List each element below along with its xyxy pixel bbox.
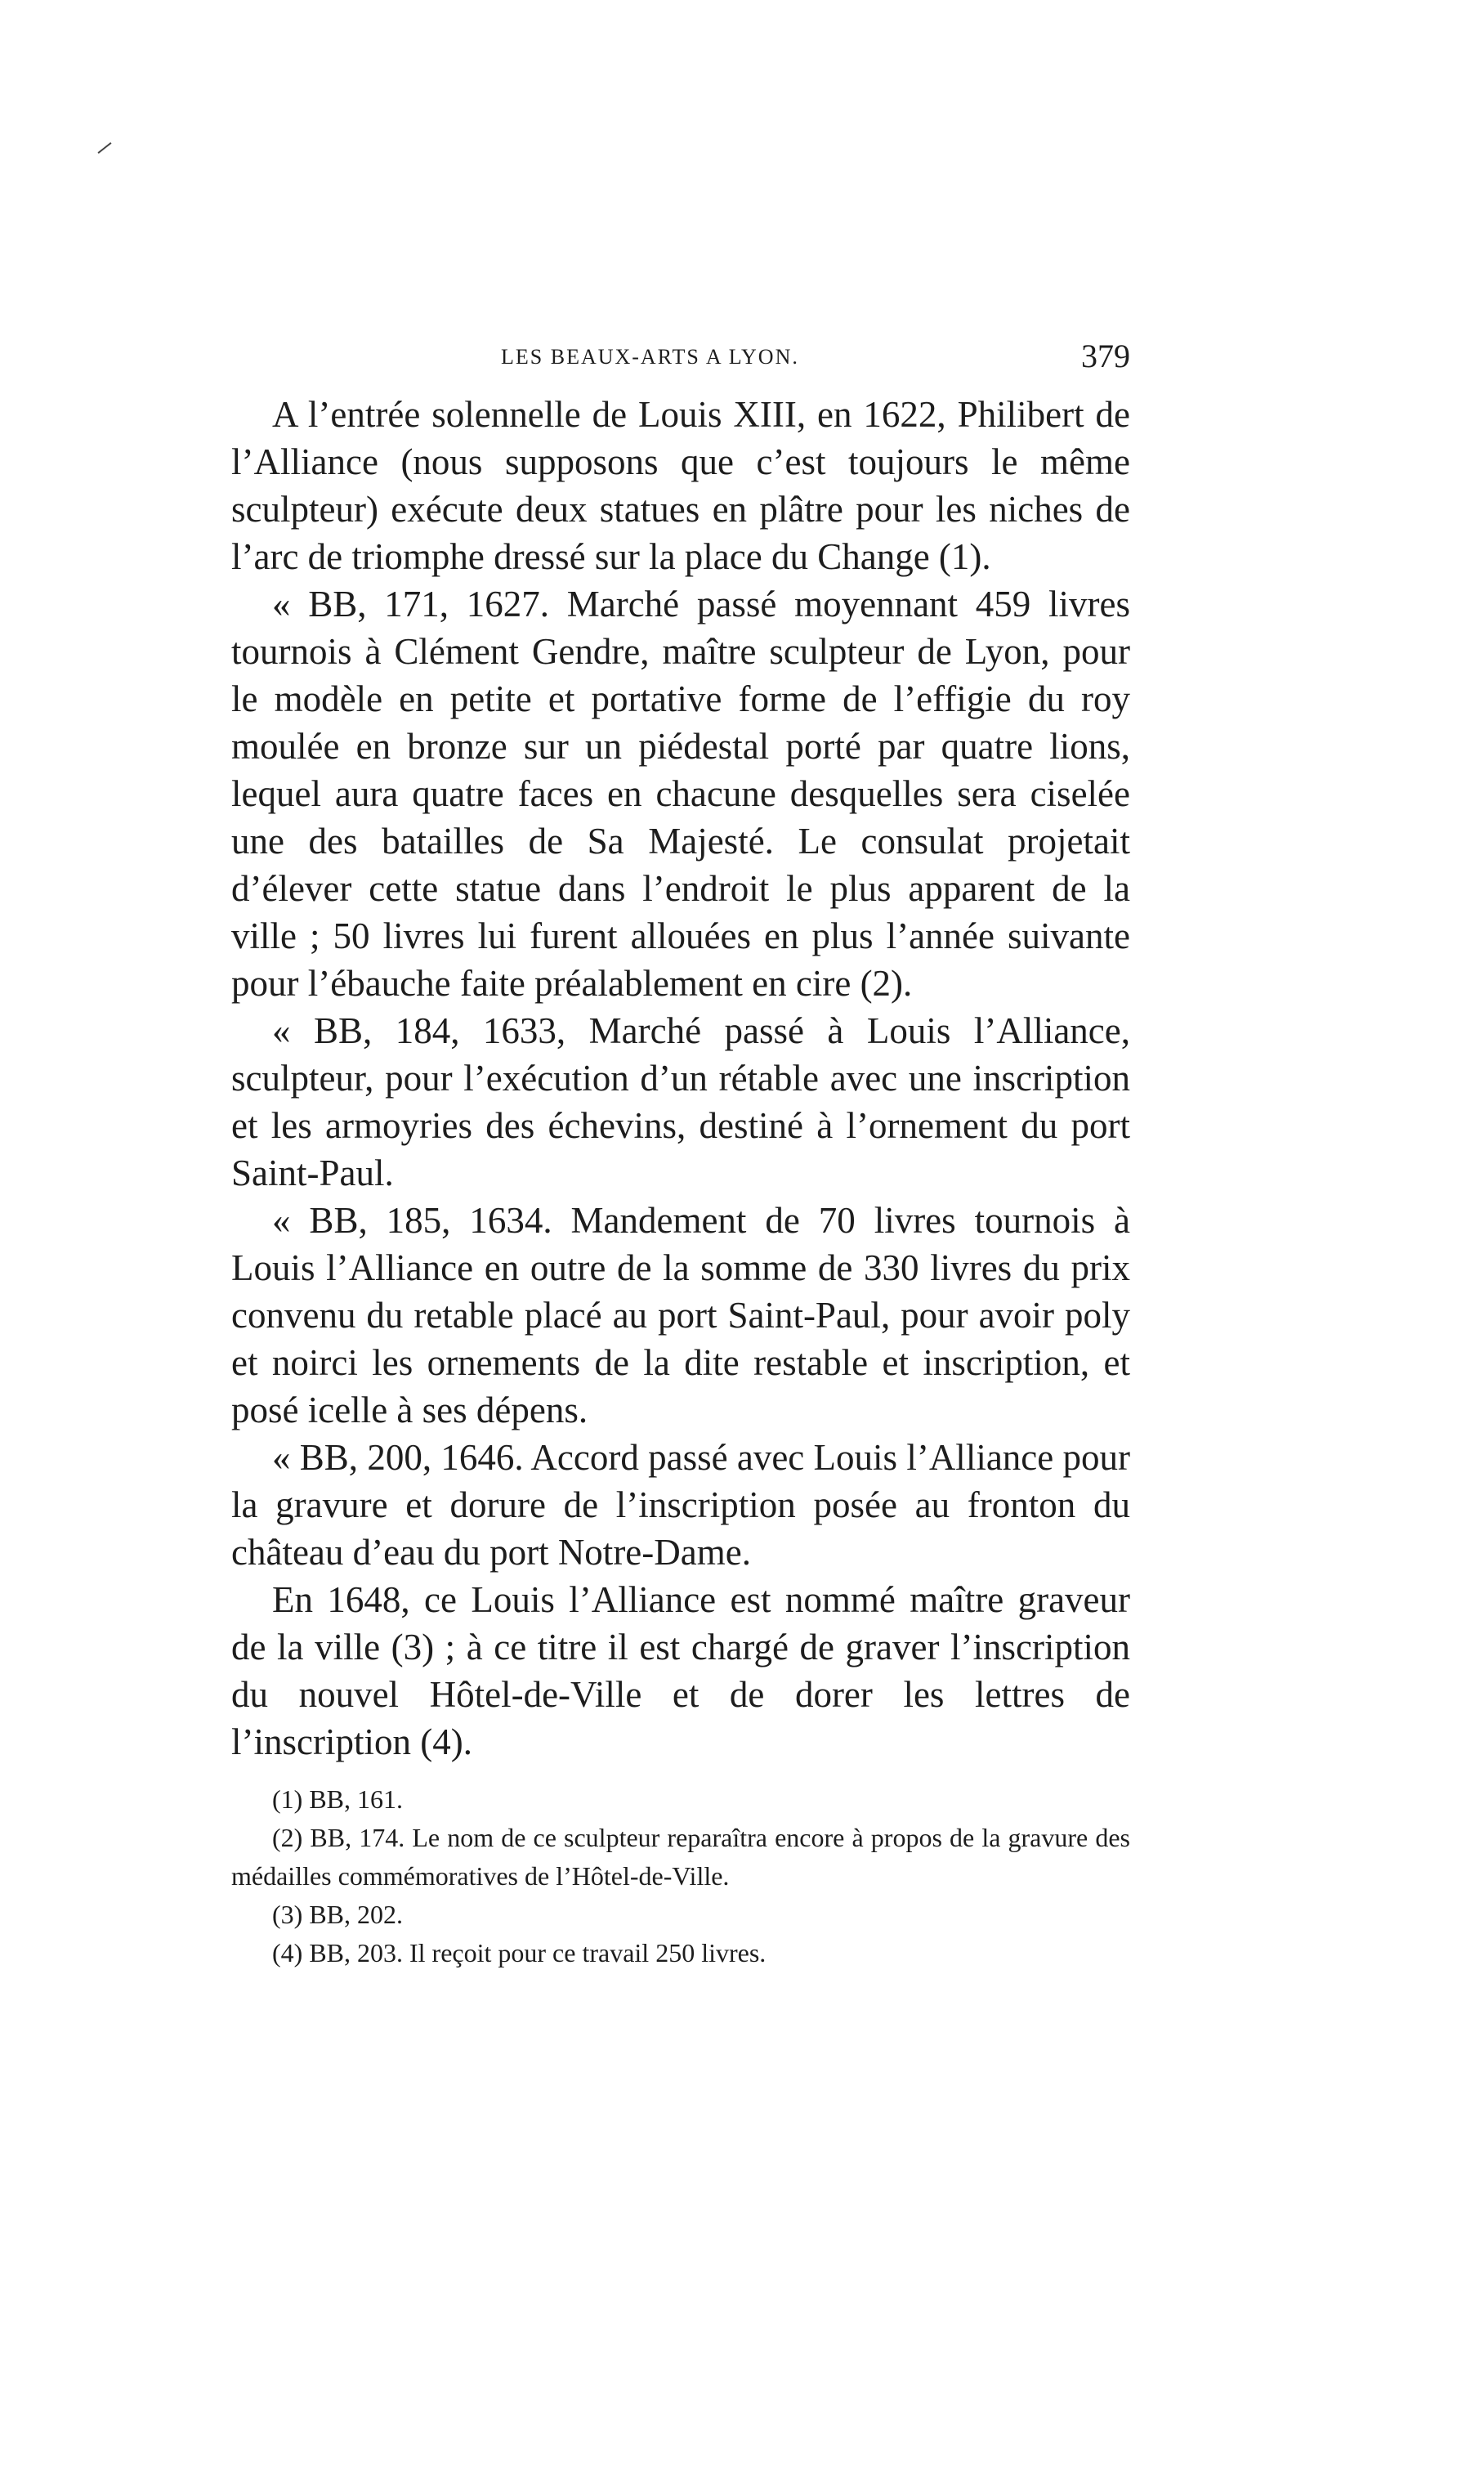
paragraph: En 1648, ce Louis l’Alliance est nommé maître graveur de la ville (3) ; à ce titre il est chargé de graver l’inscription du nouvel Hôtel-de-Ville et de dorer les lettres de l’inscription (4). xyxy=(231,1579,1130,1762)
footnote: (2) BB, 174. Le nom de ce sculpteur reparaîtra encore à propos de la gravure des médailles commémoratives de l’Hôtel-de-Ville. xyxy=(231,1823,1130,1891)
paragraph: « BB, 184, 1633, Marché passé à Louis l’Alliance, sculpteur, pour l’exécution d’un rétable avec une inscription et les armoyries des échevins, destiné à l’ornement du port Saint-Paul. xyxy=(231,1010,1130,1193)
footnote: (1) BB, 161. xyxy=(272,1784,403,1814)
paragraph: A l’entrée solennelle de Louis XIII, en 1622, Philibert de l’Alliance (nous supposons que c’est toujours le même sculpteur) exécute deux statues en plâtre pour les niches de l’arc de triomphe dressé sur la place du Change (1). xyxy=(231,394,1130,577)
main-text xyxy=(231,391,1130,1766)
paragraph: « BB, 171, 1627. Marché passé moyennant 459 livres tournois à Clément Gendre, maître sculpteur de Lyon, pour le modèle en petite et portative forme de l’effigie du roy moulée en bronze sur un piédestal porté par quatre lions, lequel aura quatre faces en chacune desquelles sera ciselée une des batailles de Sa Majesté. Le consulat projetait d’élever cette statue dans l’endroit le plus apparent de la ville ; 50 livres lui furent allouées en plus l’année suivante pour l’ébauche faite préalablement en cire (2). xyxy=(231,584,1130,1004)
paragraph: « BB, 185, 1634. Mandement de 70 livres tournois à Louis l’Alliance en outre de la somme de 330 livres du prix convenu du retable placé au port Saint-Paul, pour avoir poly et noirci les ornements de la dite restable et inscription, et posé icelle à ses dépens. xyxy=(231,1200,1130,1430)
footnote: (4) BB, 203. Il reçoit pour ce travail 250 livres. xyxy=(272,1938,767,1967)
footnote: (3) BB, 202. xyxy=(272,1900,403,1929)
stray-ink-mark xyxy=(98,142,112,154)
page-header xyxy=(231,337,1130,386)
running-title: LES BEAUX-ARTS A LYON. xyxy=(501,345,799,369)
paragraph: « BB, 200, 1646. Accord passé avec Louis l’Alliance pour la gravure et dorure de l’inscription posée au fronton du château d’eau du port Notre-Dame. xyxy=(231,1437,1130,1573)
page-number: 379 xyxy=(1081,338,1130,374)
footnotes xyxy=(231,1780,1130,1972)
